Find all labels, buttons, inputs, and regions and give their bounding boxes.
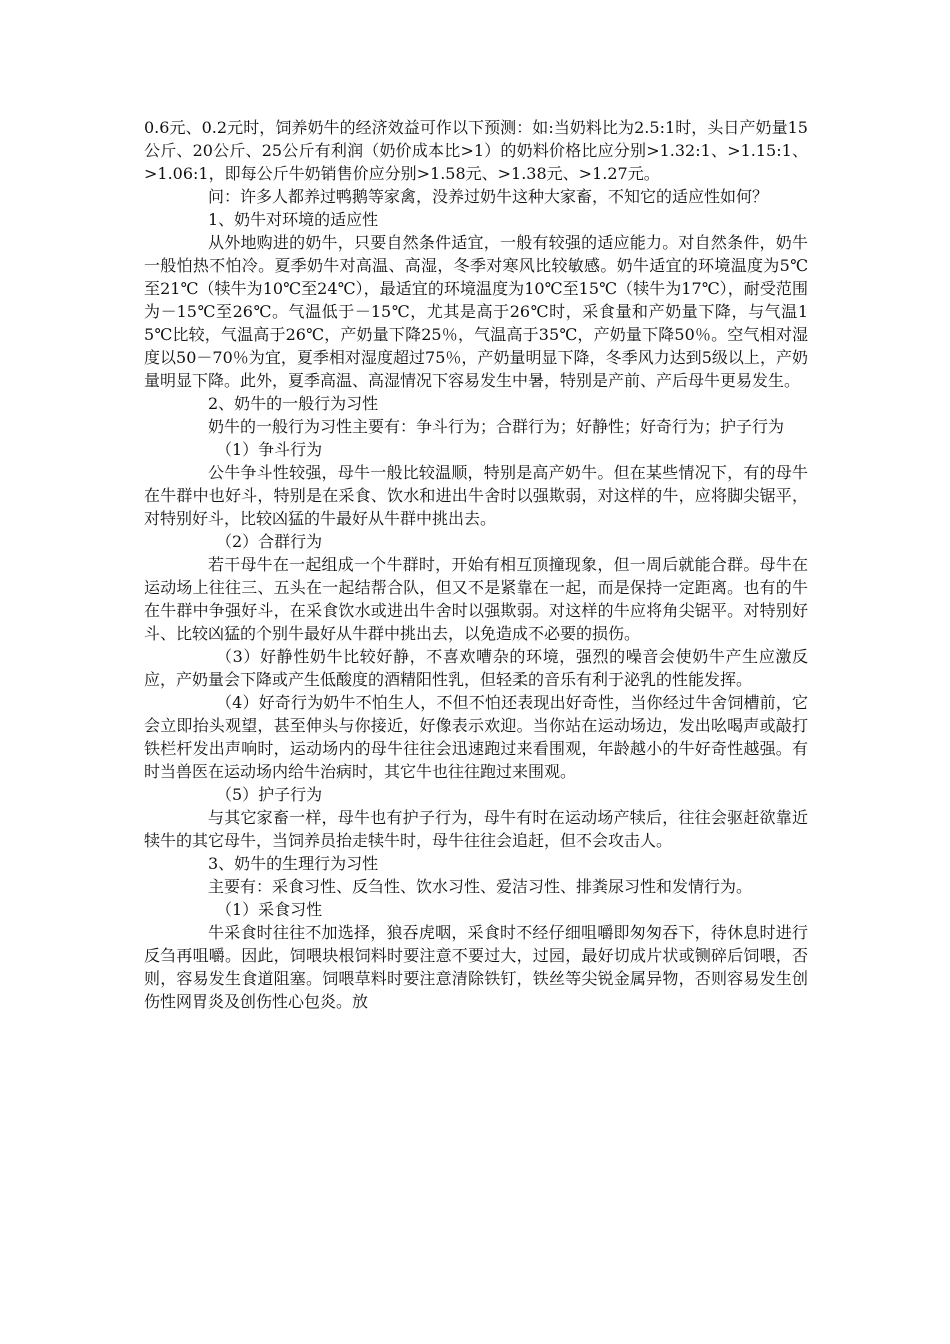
section-heading: 3、奶牛的生理行为习性 bbox=[208, 854, 379, 873]
document-body bbox=[144, 116, 808, 1013]
paragraph: 若干母牛在一起组成一个牛群时，开始有相互顶撞现象，但一周后就能合群。母牛在运动场上往往三、五头在一起结帮合队，但又不是紧靠在一起，而是保持一定距离。也有的牛在牛群中争强好斗，在采食饮水或进出牛舍时以强欺弱。对这样的牛应将角尖锯平。对特别好斗、比较凶猛的个别牛最好从牛群中挑出去，以免造成不必要的损伤。 bbox=[144, 555, 808, 643]
subsection-heading: （1）争斗行为 bbox=[216, 440, 323, 459]
section-heading: 1、奶牛对环境的适应性 bbox=[208, 210, 379, 229]
subsection-heading: （1）采食习性 bbox=[216, 900, 323, 919]
subsection-heading: （2）合群行为 bbox=[216, 532, 323, 551]
paragraph: 从外地购进的奶牛，只要自然条件适宜，一般有较强的适应能力。对自然条件，奶牛一般怕热不怕冷。夏季奶牛对高温、高湿，冬季对寒风比较敏感。奶牛适宜的环境温度为5℃至21℃（犊牛为10℃至24℃），最适宜的环境温度为10℃至15℃（犊牛为17℃），耐受范围为－15℃至26℃。气温低于－15℃，尤其是高于26℃时，采食量和产奶量下降，与气温15℃比较，气温高于26℃，产奶量下降25％，气温高于35℃，产奶量下降50％。空气相对湿度以50－70％为宜，夏季相对湿度超过75％，产奶量明显下降，冬季风力达到5级以上，产奶量明显下降。此外，夏季高温、高湿情况下容易发生中暑，特别是产前、产后母牛更易发生。 bbox=[144, 233, 808, 390]
paragraph: 公牛争斗性较强，母牛一般比较温顺，特别是高产奶牛。但在某些情况下，有的母牛在牛群中也好斗，特别是在采食、饮水和进出牛舍时以强欺弱，对这样的牛，应将脚尖锯平，对特别好斗，比较凶猛的牛最好从牛群中挑出去。 bbox=[144, 463, 808, 528]
section-heading: 2、奶牛的一般行为习性 bbox=[208, 394, 379, 413]
paragraph: （3）好静性奶牛比较好静，不喜欢嘈杂的环境，强烈的噪音会使奶牛产生应激反应，产奶量会下降或产生低酸度的酒精阳性乳，但轻柔的音乐有利于泌乳的性能发挥。 bbox=[144, 647, 808, 689]
paragraph: （4）好奇行为奶牛不怕生人，不但不怕还表现出好奇性，当你经过牛舍饲槽前，它会立即抬头观望，甚至伸头与你接近，好像表示欢迎。当你站在运动场边，发出吆喝声或敲打铁栏杆发出声响时，运动场内的母牛往往会迅速跑过来看围观，年龄越小的牛好奇性越强。有时当兽医在运动场内给牛治病时，其它牛也往往跑过来围观。 bbox=[144, 693, 808, 781]
paragraph: 奶牛的一般行为习性主要有：争斗行为；合群行为；好静性；好奇行为；护子行为 bbox=[208, 417, 785, 436]
paragraph: 问：许多人都养过鸭鹅等家禽，没养过奶牛这种大家畜，不知它的适应性如何？ bbox=[208, 187, 769, 206]
subsection-heading: （5）护子行为 bbox=[216, 785, 323, 804]
paragraph: 0.6元、0.2元时，饲养奶牛的经济效益可作以下预测：如:当奶料比为2.5:1时，头日产奶量15公斤、20公斤、25公斤有利润（奶价成本比>1）的奶料价格比应分别>1.32:1、>1.15:1、>1.06:1，即每公斤牛奶销售价应分别>1.58元、>1.38元、>1.27元。 bbox=[144, 118, 808, 183]
paragraph: 主要有：采食习性、反刍性、饮水习性、爱洁习性、排粪尿习性和发情行为。 bbox=[208, 877, 753, 896]
paragraph: 与其它家畜一样，母牛也有护子行为，母牛有时在运动场产犊后，往往会驱赶欲靠近犊牛的其它母牛，当饲养员抬走犊牛时，母牛往往会追赶，但不会攻击人。 bbox=[144, 808, 808, 850]
paragraph: 牛采食时往往不加选择，狼吞虎咽，采食时不经仔细咀嚼即匆匆吞下，待休息时进行反刍再咀嚼。因此，饲喂块根饲料时要注意不要过大，过园，最好切成片状或铡碎后饲喂，否则，容易发生食道阻塞。饲喂草料时要注意清除铁钉，铁丝等尖锐金属异物，否则容易发生创伤性网胃炎及创伤性心包炎。放 bbox=[144, 923, 808, 1011]
